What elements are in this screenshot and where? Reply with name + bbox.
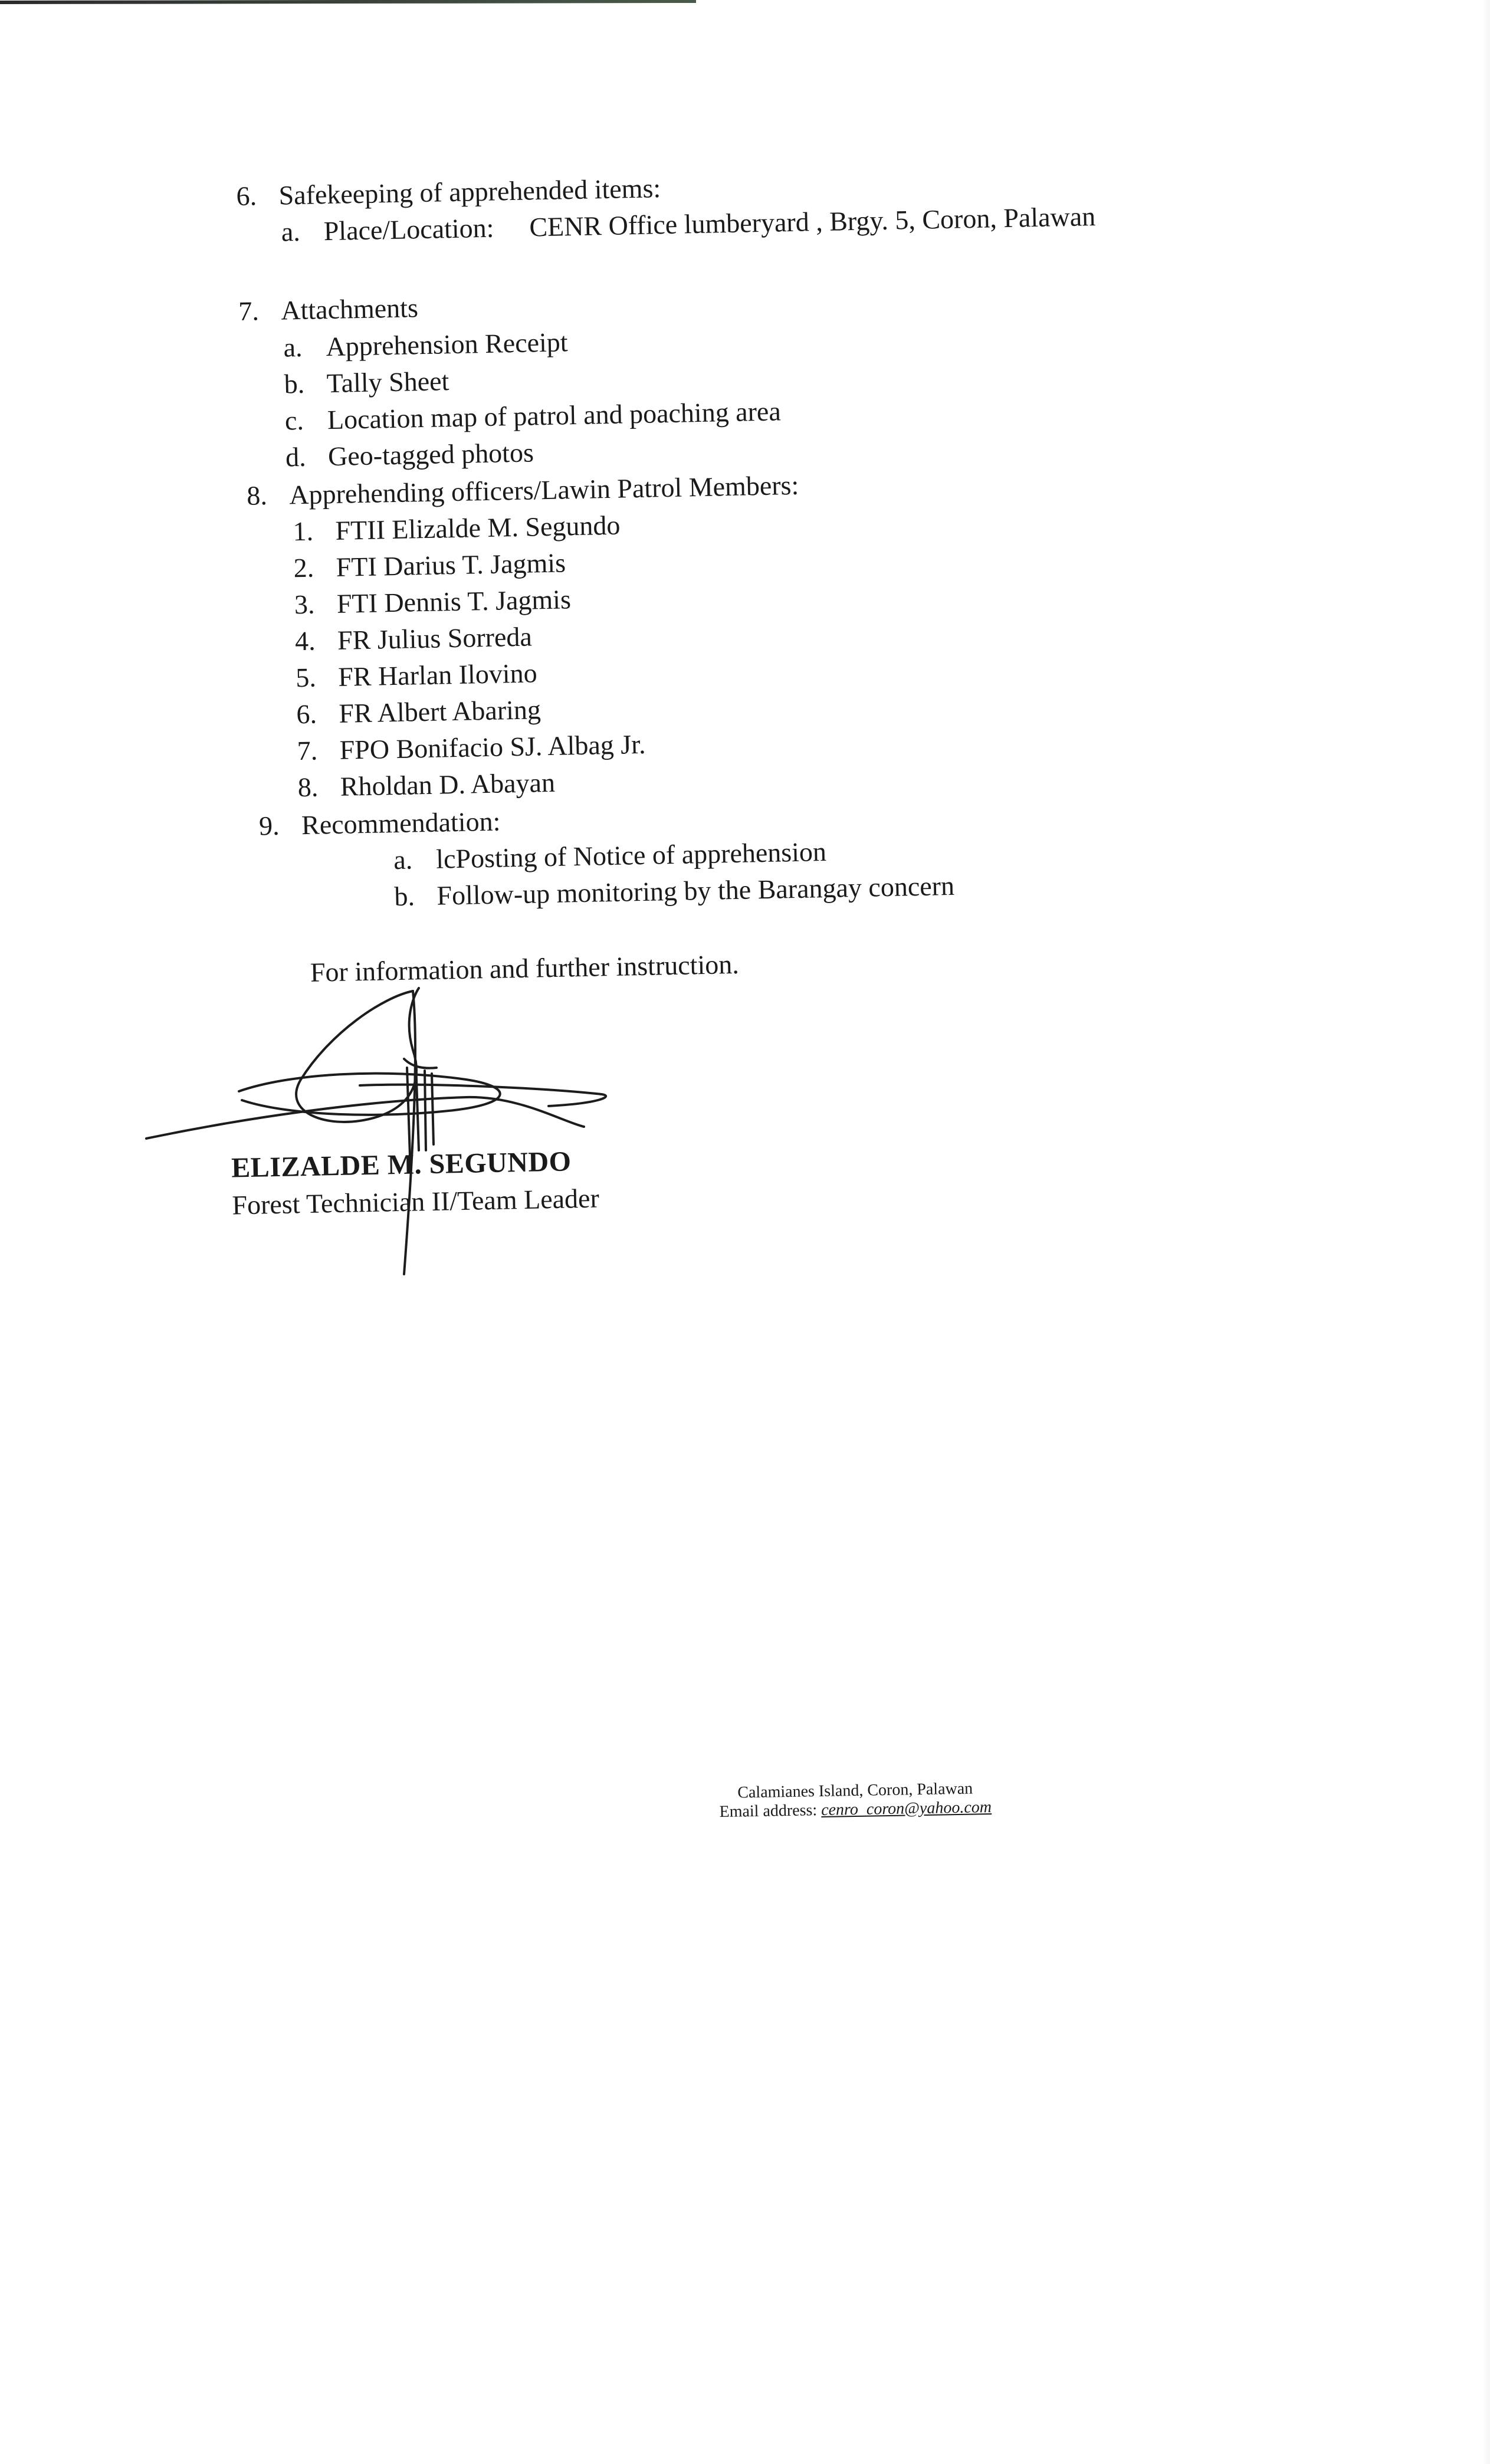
- item-label: Apprehending officers/Lawin Patrol Members:: [288, 470, 799, 510]
- email-link[interactable]: cenro_coron@yahoo.com: [821, 1797, 992, 1820]
- sub-item-letter: b.: [393, 881, 415, 912]
- officer-item: [297, 731, 646, 765]
- officer-number: 1.: [293, 516, 314, 547]
- officer-number: 3.: [294, 589, 315, 620]
- item-9-sub-b: [394, 872, 954, 910]
- officer-number: 2.: [293, 552, 314, 583]
- sub-item-letter: a.: [393, 844, 413, 875]
- officer-name: FR Albert Abaring: [338, 694, 541, 729]
- sub-item-letter: a.: [281, 216, 301, 247]
- officer-name: Rholdan D. Abayan: [340, 767, 556, 802]
- sub-item-label: Follow-up monitoring by the Barangay concern: [436, 870, 955, 911]
- item-8: [247, 472, 799, 510]
- footer-address: Calamianes Island, Coron, Palawan: [737, 1779, 973, 1802]
- officer-item: [294, 586, 571, 618]
- officer-name: FTI Dennis T. Jagmis: [336, 584, 572, 619]
- officer-number: 6.: [296, 698, 317, 730]
- sub-item-label: Geo-tagged photos: [327, 437, 534, 472]
- officer-item: [296, 660, 537, 691]
- officer-item: [297, 769, 555, 801]
- sub-item-label: Tally Sheet: [326, 366, 449, 399]
- closing-statement: For information and further instruction.: [310, 949, 740, 987]
- item-7-sub-d: [285, 439, 534, 471]
- officer-name: FPO Bonifacio SJ. Albag Jr.: [339, 729, 646, 765]
- sub-item-label: Place/Location:: [323, 212, 494, 247]
- item-9-sub-a: [393, 838, 826, 874]
- handwritten-signature: [136, 979, 643, 1286]
- officer-item: [294, 621, 533, 657]
- footer: [648, 1778, 1062, 1823]
- top-border-line: [0, 0, 696, 4]
- location-value: CENR Office lumberyard , Brgy. 5, Coron, Palawan: [529, 201, 1096, 242]
- item-number: 7.: [238, 296, 260, 326]
- item-number: 8.: [246, 480, 268, 511]
- item-number: 6.: [236, 181, 257, 211]
- officer-item: [293, 512, 621, 546]
- item-6-sub-a: [281, 203, 1095, 245]
- signatory-title: Forest Technician II/Team Leader: [231, 1183, 600, 1220]
- item-label: Safekeeping of apprehended items:: [278, 173, 661, 211]
- officer-name: FR Harlan Ilovino: [337, 658, 538, 692]
- officer-number: 5.: [295, 662, 317, 693]
- item-7: [238, 294, 418, 325]
- officer-name: FTI Darius T. Jagmis: [336, 547, 566, 582]
- item-9: [259, 808, 501, 840]
- officer-name: FTII Elizalde M. Segundo: [335, 510, 621, 546]
- sub-item-label: lcPosting of Notice of apprehension: [435, 836, 827, 874]
- officer-number: 7.: [297, 735, 318, 766]
- item-label: Attachments: [280, 293, 419, 326]
- item-number: 9.: [258, 810, 280, 841]
- sub-item-letter: b.: [284, 368, 305, 399]
- item-7-sub-b: [284, 368, 449, 398]
- officer-item: [296, 696, 541, 728]
- email-label: Email address:: [719, 1801, 818, 1822]
- officer-name: FR Julius Sorreda: [337, 621, 533, 655]
- signatory-name: ELIZALDE M. SEGUNDO: [231, 1146, 572, 1184]
- sub-item-letter: a.: [283, 332, 303, 363]
- sub-item-letter: c.: [284, 405, 304, 436]
- sub-item-label: Location map of patrol and poaching area: [327, 396, 782, 435]
- page-edge-shadow: [1482, 0, 1490, 2464]
- sub-item-label: Apprehension Receipt: [326, 327, 569, 362]
- officer-number: 8.: [297, 772, 319, 803]
- item-7-sub-a: [283, 329, 568, 361]
- officer-number: 4.: [294, 625, 316, 657]
- item-label: Recommendation:: [301, 806, 501, 841]
- item-7-sub-c: [285, 398, 782, 434]
- item-6: [236, 175, 661, 210]
- officer-item: [293, 549, 566, 582]
- sub-item-letter: d.: [285, 441, 307, 473]
